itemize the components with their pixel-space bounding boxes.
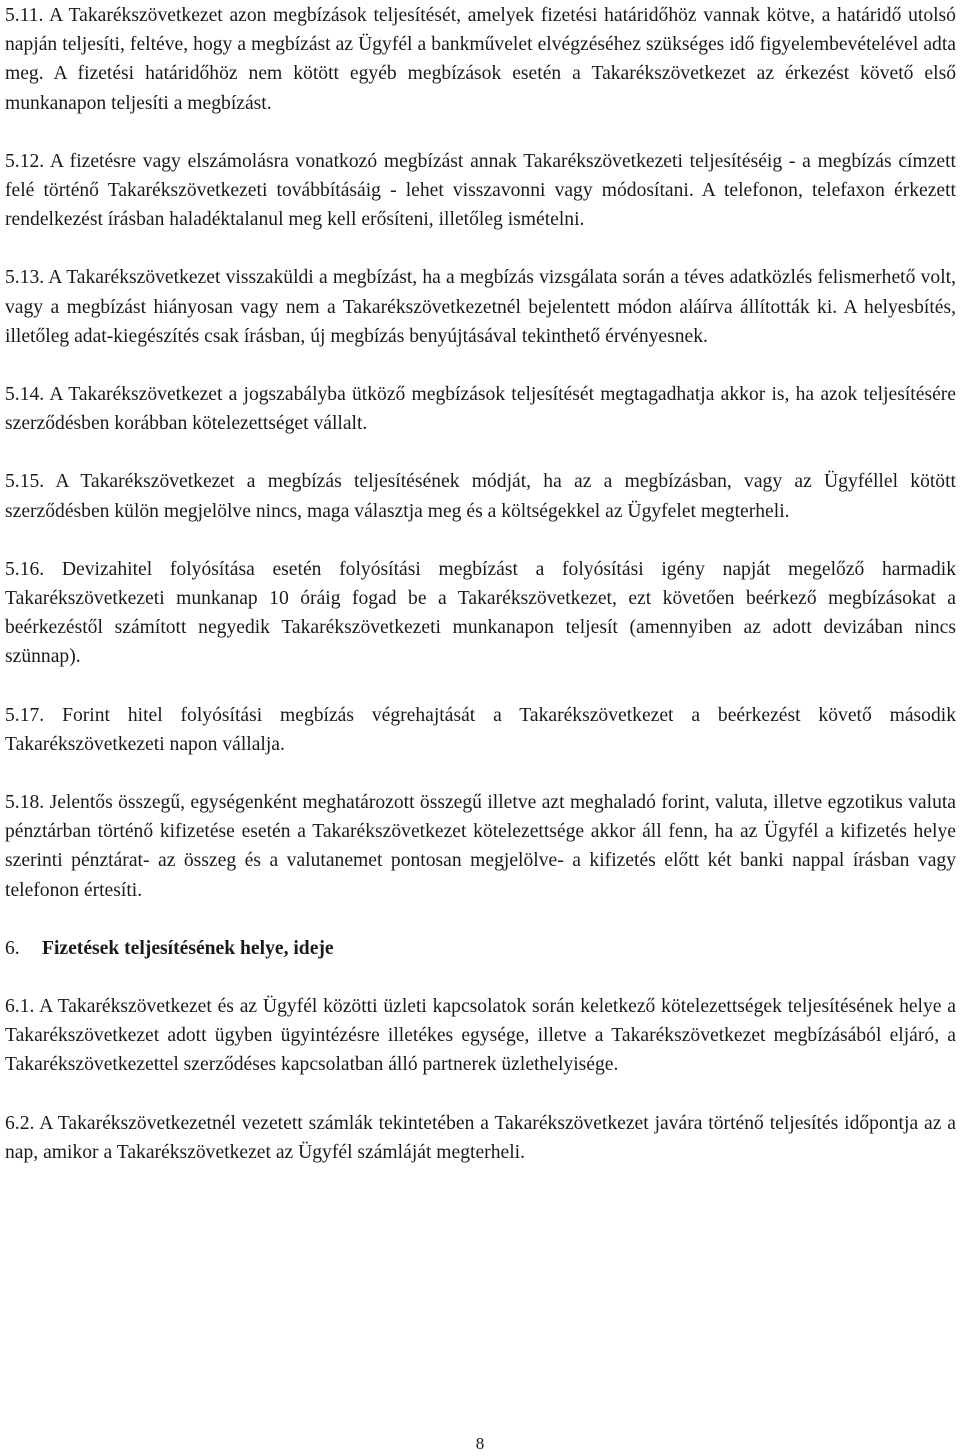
paragraph-text: Forint hitel folyósítási megbízás végrehajtását a Takarékszövetkezet a beérkezést követő második Takarékszövetkezeti napon vállalja.: [5, 704, 957, 755]
paragraph-text: A Takarékszövetkezet visszaküldi a megbízást, ha a megbízás vizsgálata során a téves adatközlés felismerhető volt, vagy a megbízást hiányosan vagy nem a Takarékszövetkezetnél bejelentett módon aláírva állították ki. A helyesbítés, illetőleg adat-kiegészítés csak írásban, új megbízás benyújtásával tekinthető érvényesnek.: [5, 267, 956, 347]
paragraph-number: 5.11.: [5, 5, 44, 26]
paragraph-5-15: [5, 467, 956, 525]
section-title: Fizetések teljesítésének helye, ideje: [42, 937, 334, 959]
paragraph-6-2: [5, 1109, 956, 1167]
paragraph-number: 5.13.: [5, 267, 45, 289]
document-page: [5, 0, 956, 1167]
paragraph-number: 5.12.: [5, 150, 45, 172]
paragraph-5-14: [5, 380, 956, 438]
paragraph-number: 6.1.: [5, 996, 35, 1018]
paragraph-text: Jelentős összegű, egységenként meghatározott összegű illetve azt meghaladó forint, valuta, illetve egzotikus valuta pénztárban történő kifizetése esetén a Takarékszövetkezet kötelezettsége akkor áll fenn, ha az Ügyfél a kifizetés helye szerinti pénztárat- az összeg és a valutanemet pontosan megjelölve- a kifizetés előtt két banki nappal írásban vagy telefonon értesíti.: [5, 792, 957, 901]
paragraph-5-11: [5, 1, 956, 118]
section-heading: [5, 934, 956, 963]
page-number: 8: [475, 1434, 485, 1453]
paragraph-text: A Takarékszövetkezet a megbízás teljesítésének módját, ha az a megbízásban, vagy az Ügyféllel kötött szerződésben külön megjelölve nincs, maga választja meg és a költségekkel az Ügyfelet megterheli.: [5, 471, 956, 522]
paragraph-text: A Takarékszövetkezet azon megbízások teljesítését, amelyek fizetési határidőhöz vannak kötve, a határidő utolsó napján teljesíti, feltéve, hogy a megbízást az Ügyfél a bankművelet elvégzéséhez szükséges idő figyelembevételével adta meg. A fizetési határidőhöz nem kötött egyéb megbízások esetén a Takarékszövetkezet az érkezést követő első munkanapon teljesíti a megbízást.: [5, 5, 956, 114]
paragraph-number: 5.18.: [5, 792, 45, 814]
paragraph-text: A Takarékszövetkezet és az Ügyfél közötti üzleti kapcsolatok során keletkező kötelezettségek teljesítésének helye a Takarékszövetkezet adott ügyben ügyintézésre illetékes egysége, illetve a Takarékszövetkezet megbízásából eljáró, a Takarékszövetkezettel szerződéses kapcsolatban álló partnerek üzlethelyisége.: [5, 996, 956, 1076]
paragraph-5-16: [5, 555, 956, 672]
paragraph-text: Devizahitel folyósítása esetén folyósítási megbízást a folyósítási igény napját megelőző harmadik Takarékszövetkezeti munkanap 10 óráig fogad be a Takarékszövetkezet, ezt követően beérkező megbízásokat a beérkezéstől számított negyedik Takarékszövetkezeti munkanapon teljesít (amennyiben az adott devizában nincs szünnap).: [5, 558, 956, 668]
paragraph-text: A fizetésre vagy elszámolásra vonatkozó megbízást annak Takarékszövetkezeti teljesítéséig - a megbízás címzett felé történő Takarékszövetkezeti továbbításáig - lehet visszavonni vagy módosítani. A telefonon, telefaxon érkezett rendelkezést írásban haladéktalanul meg kell erősíteni, illetőleg ismételni.: [5, 150, 956, 231]
paragraph-number: 6.2.: [5, 1112, 35, 1134]
paragraph-5-12: [5, 147, 956, 235]
paragraph-6-1: [5, 992, 956, 1080]
paragraph-5-18: [5, 788, 956, 905]
paragraph-text: A Takarékszövetkezet a jogszabályba ütköző megbízások teljesítését megtagadhatja akkor is, ha azok teljesítésére szerződésben korábban kötelezettséget vállalt.: [5, 384, 956, 435]
paragraph-text: A Takarékszövetkezetnél vezetett számlák tekintetében a Takarékszövetkezet javára történő teljesítés időpontja az a nap, amikor a Takarékszövetkezet az Ügyfél számláját megterheli.: [5, 1112, 956, 1163]
paragraph-5-17: [5, 701, 956, 759]
paragraph-5-13: [5, 263, 956, 351]
section-number: 6.: [5, 937, 20, 959]
paragraph-number: 5.17.: [5, 704, 45, 726]
paragraph-number: 5.16.: [5, 558, 45, 580]
paragraph-number: 5.15.: [5, 471, 45, 493]
paragraph-number: 5.14.: [5, 384, 45, 406]
